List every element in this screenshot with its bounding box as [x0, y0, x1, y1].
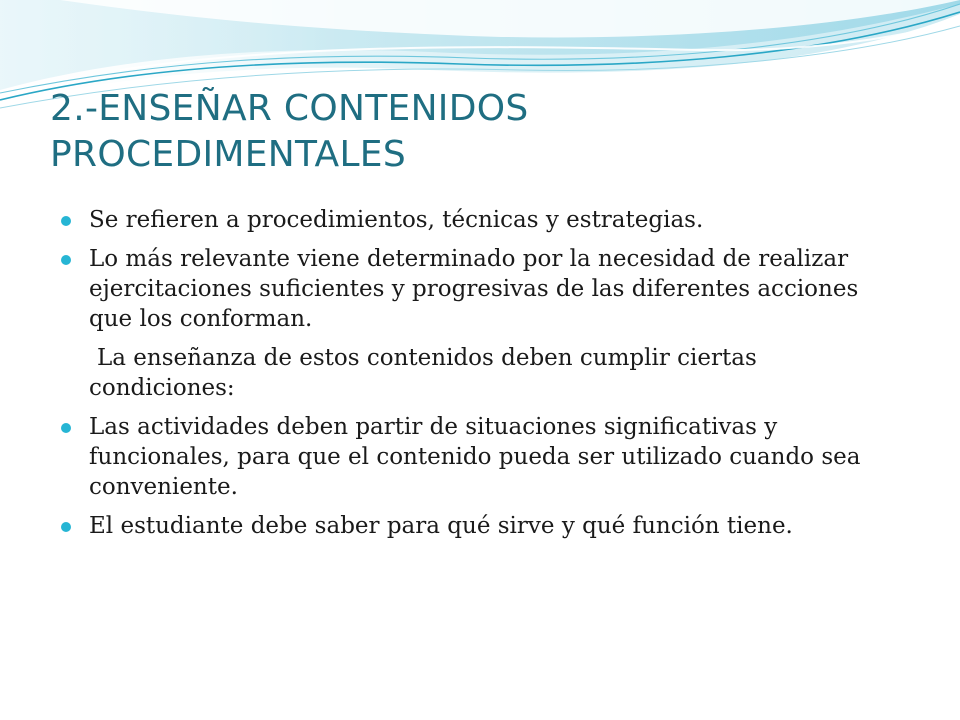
list-item-text: Lo más relevante viene determinado por la necesidad de realizar ejercitaciones suficientes y progresivas de las diferentes acciones que los conforman.	[89, 246, 859, 332]
list-item	[58, 412, 908, 502]
list-item-text: La enseñanza de estos contenidos deben cumplir ciertas condiciones:	[89, 345, 757, 401]
list-item	[58, 205, 908, 235]
list-item-text: Las actividades deben partir de situaciones significativas y funcionales, para que el contenido pueda ser utilizado cuando sea conveniente.	[89, 414, 861, 500]
list-item	[58, 511, 908, 541]
list-item-text: Se refieren a procedimientos, técnicas y estrategias.	[89, 207, 704, 233]
list-item-text: El estudiante debe saber para qué sirve y qué función tiene.	[89, 513, 793, 539]
slide-title-line-1: 2.-ENSEÑAR CONTENIDOS	[50, 88, 529, 129]
list-item-continuation	[58, 343, 908, 403]
slide-title-line-2: PROCEDIMENTALES	[50, 134, 406, 175]
list-item	[58, 244, 908, 334]
slide-title	[50, 86, 910, 178]
bullet-list	[58, 205, 908, 550]
